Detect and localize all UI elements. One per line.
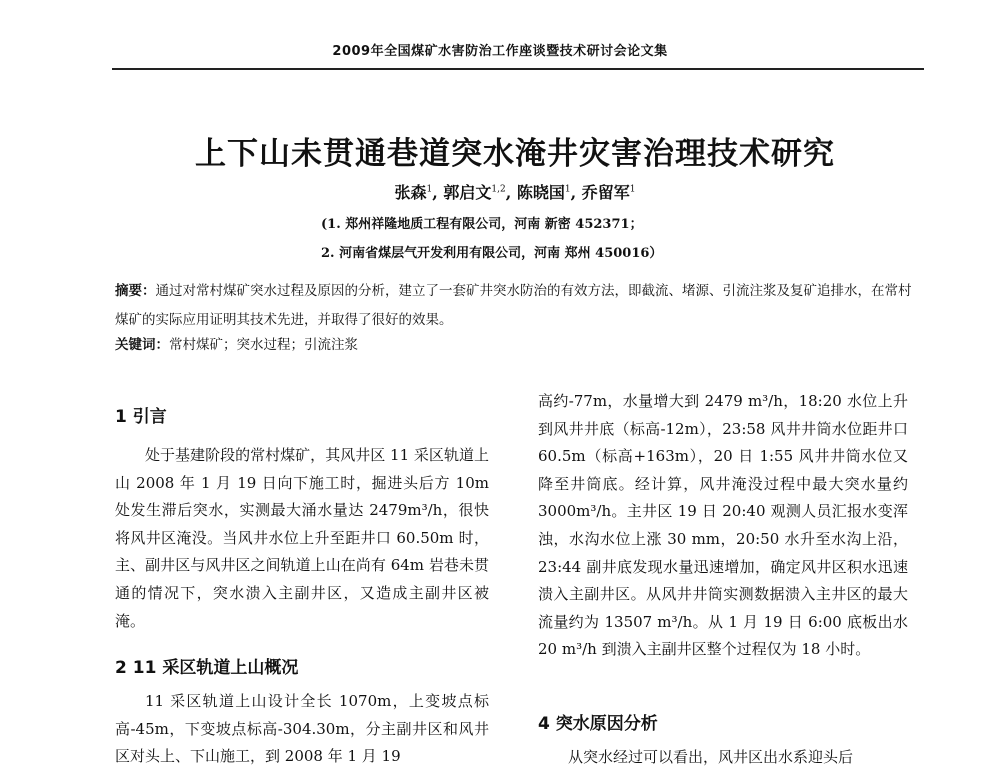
affiliation-2: 2. 河南省煤层气开发利用有限公司，河南 郑州 450016）	[321, 246, 663, 261]
author-aff-mark: 1	[629, 184, 636, 195]
keywords	[115, 334, 920, 356]
author-name: 陈晓国	[516, 183, 565, 202]
section-heading-overview: 2 11 采区轨道上山概况	[115, 658, 299, 678]
paragraph-overview: 11 采区轨道上山设计全长 1070m，上变坡点标高-45m，下变坡点标高-304.30m，分主副井区和风井区对头上、下山施工，到 2008 年 1 月 19	[115, 692, 489, 766]
keywords-text: 常村煤矿；突水过程；引流注浆	[169, 337, 358, 353]
paragraph-cause-analysis: 从突水经过可以看出，风井区出水系迎头后	[568, 748, 854, 766]
author-list	[0, 180, 1000, 203]
section-heading-cause-analysis: 4 突水原因分析	[538, 714, 658, 734]
header-rule	[112, 68, 924, 70]
abstract-label: 摘要：	[115, 283, 156, 299]
author-separator: ,	[432, 183, 438, 202]
author-aff-mark: 1	[426, 184, 433, 195]
author-name: 张森	[394, 183, 427, 202]
paper-title: 上下山未贯通巷道突水淹井灾害治理技术研究	[195, 136, 835, 172]
author-aff-mark: 1,2	[491, 184, 506, 195]
author-name: 乔留军	[581, 183, 630, 202]
running-header: 2009年全国煤矿水害防治工作座谈暨技术研讨会论文集	[332, 44, 668, 59]
keywords-label: 关键词：	[115, 337, 169, 353]
author-name: 郭启文	[443, 183, 492, 202]
section-heading-introduction: 1 引言	[115, 407, 167, 427]
author-separator: ,	[570, 183, 577, 202]
paragraph-inrush-process: 高约-77m，水量增大到 2479 m³/h，18:20 水位上升到风井井底（标高-12m），23:58 风井井筒水位距井口 60.5m（标高+163m），20 日 1:55 风井井筒水位又降至井筒底。经计算，风井淹没过程中最大突水量约 3000m³/h。主井区 19 日 20:40 观测人员汇报水变浑浊，水沟水位上涨 30 mm，20:50 水升至水沟上沿，23:44 副井底发现水量迅速增加，确定风井区积水迅速溃入主副井区。从风井井筒实测数据溃入主井区的最大流量约为 13507 m³/h。从 1 月 19 日 6:00 底板出水 20 m³/h 到溃入主副井区整个过程仅为 18 小时。	[538, 392, 908, 659]
abstract-text: 通过对常村煤矿突水过程及原因的分析，建立了一套矿井突水防治的有效方法，即截流、堵源、引流注浆及复矿追排水，在常村煤矿的实际应用证明其技术先进，并取得了很好的效果。	[115, 283, 912, 328]
author-separator: ,	[505, 183, 512, 202]
affiliation-1: (1. 郑州祥隆地质工程有限公司，河南 新密 452371；	[321, 217, 643, 232]
paragraph-introduction: 处于基建阶段的常村煤矿，其风井区 11 采区轨道上山 2008 年 1 月 19 日向下施工时，掘进头后方 10m 处发生滞后突水，实测最大涌水量达 2479m³/h，很快将风井区淹没。当风井水位上升至距井口 60.50m 时，主、副井区与风井区之间轨道上山在尚有 64m 岩巷未贯通的情况下，突水溃入主副井区，又造成主副井区被淹。	[115, 446, 489, 630]
abstract	[115, 277, 920, 335]
author-aff-mark: 1	[564, 184, 571, 195]
